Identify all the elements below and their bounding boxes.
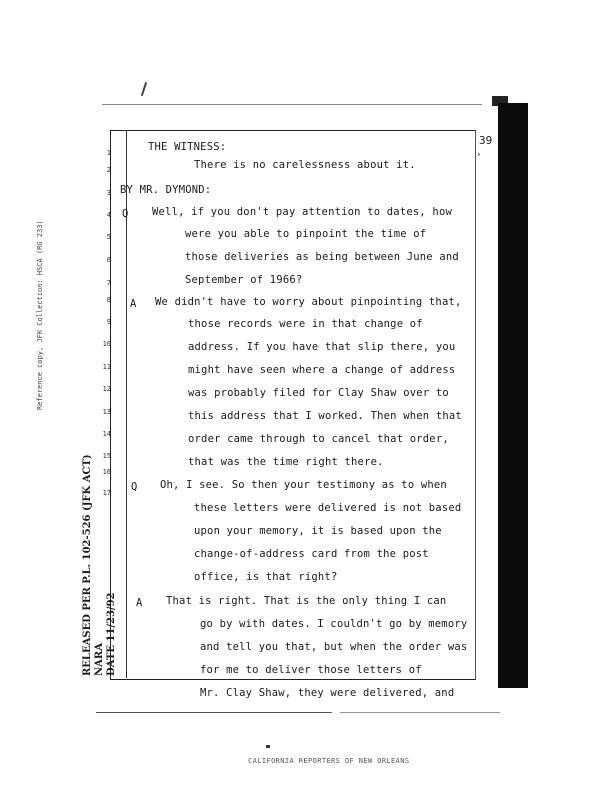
line-number: 8 xyxy=(106,296,111,304)
transcript-line: September of 1966? xyxy=(185,274,303,286)
line-number: 2 xyxy=(106,166,111,174)
line-number: 1 xyxy=(106,149,111,157)
transcript-line: go by with dates. I couldn't go by memory xyxy=(200,618,468,630)
line-number: 13 xyxy=(102,408,111,416)
transcript-line: We didn't have to worry about pinpointing that, xyxy=(155,296,462,308)
transcript-line: BY MR. DYMOND: xyxy=(120,184,212,196)
margin-mark: › xyxy=(476,150,482,160)
transcript-line: upon your memory, it is based upon the xyxy=(194,525,442,537)
line-number: 7 xyxy=(106,279,111,287)
line-number: 14 xyxy=(102,430,111,438)
collection-margin-note: Reference copy, JFK Collection: HSCA (RG 233) xyxy=(36,220,44,410)
transcript-line: address. If you have that slip there, you xyxy=(188,341,456,353)
release-stamp-line: RELEASED PER P.L. 102-526 (JFK ACT) xyxy=(82,454,93,676)
release-stamp-date: DATE 11/23/92 xyxy=(106,592,117,676)
speaker-label: Q xyxy=(131,481,138,493)
transcript-line: That is right. That is the only thing I can xyxy=(166,595,447,607)
bottom-scan-edge xyxy=(340,712,500,713)
line-number: 10 xyxy=(102,340,111,348)
transcript-line: order came through to cancel that order, xyxy=(188,433,449,445)
transcript-line: office, is that right? xyxy=(194,571,338,583)
speaker-label: Q xyxy=(122,208,129,220)
line-number: 5 xyxy=(106,233,111,241)
top-scan-edge xyxy=(102,104,482,105)
release-stamp xyxy=(82,454,118,676)
speaker-label: A xyxy=(136,597,143,609)
footer-mark xyxy=(266,745,270,748)
transcript-line: these letters were delivered is not based xyxy=(194,502,462,514)
transcript-line: that was the time right there. xyxy=(188,456,384,468)
transcript-line: Oh, I see. So then your testimony as to when xyxy=(160,479,447,491)
transcript-line: Mr. Clay Shaw, they were delivered, and xyxy=(200,687,455,699)
stray-pen-mark xyxy=(141,82,147,96)
line-number: 6 xyxy=(106,256,111,264)
transcript-line: might have seen where a change of address xyxy=(188,364,456,376)
transcript-line: were you able to pinpoint the time of xyxy=(185,228,427,240)
transcript-line: for me to deliver those letters of xyxy=(200,664,422,676)
transcript-line: those records were in that change of xyxy=(188,318,423,330)
line-number: 17 xyxy=(102,489,111,497)
line-number: 9 xyxy=(106,318,111,326)
speaker-label: A xyxy=(130,298,137,310)
line-number: 16 xyxy=(102,468,111,476)
transcript-line: and tell you that, but when the order was xyxy=(200,641,468,653)
line-number: 12 xyxy=(102,385,111,393)
transcript-line: those deliveries as being between June and xyxy=(185,251,459,263)
transcript-line: change-of-address card from the post xyxy=(194,548,429,560)
reporter-footer: CALIFORNIA REPORTERS OF NEW ORLEANS xyxy=(248,757,410,765)
transcript-line: There is no carelessness about it. xyxy=(194,159,416,171)
bottom-scan-edge xyxy=(96,712,332,713)
line-number: 4 xyxy=(106,211,111,219)
transcript-line: this address that I worked. Then when that xyxy=(188,410,462,422)
line-number: 3 xyxy=(106,189,111,197)
page-number: 39 xyxy=(479,134,493,147)
line-number: 11 xyxy=(102,363,111,371)
transcript-line: was probably filed for Clay Shaw over to xyxy=(188,387,449,399)
release-stamp-line: NARA xyxy=(94,643,105,676)
line-number: 15 xyxy=(102,452,111,460)
scan-shadow-bar xyxy=(498,103,528,688)
transcript-line: THE WITNESS: xyxy=(148,141,227,153)
transcript-line: Well, if you don't pay attention to dates, how xyxy=(152,206,452,218)
